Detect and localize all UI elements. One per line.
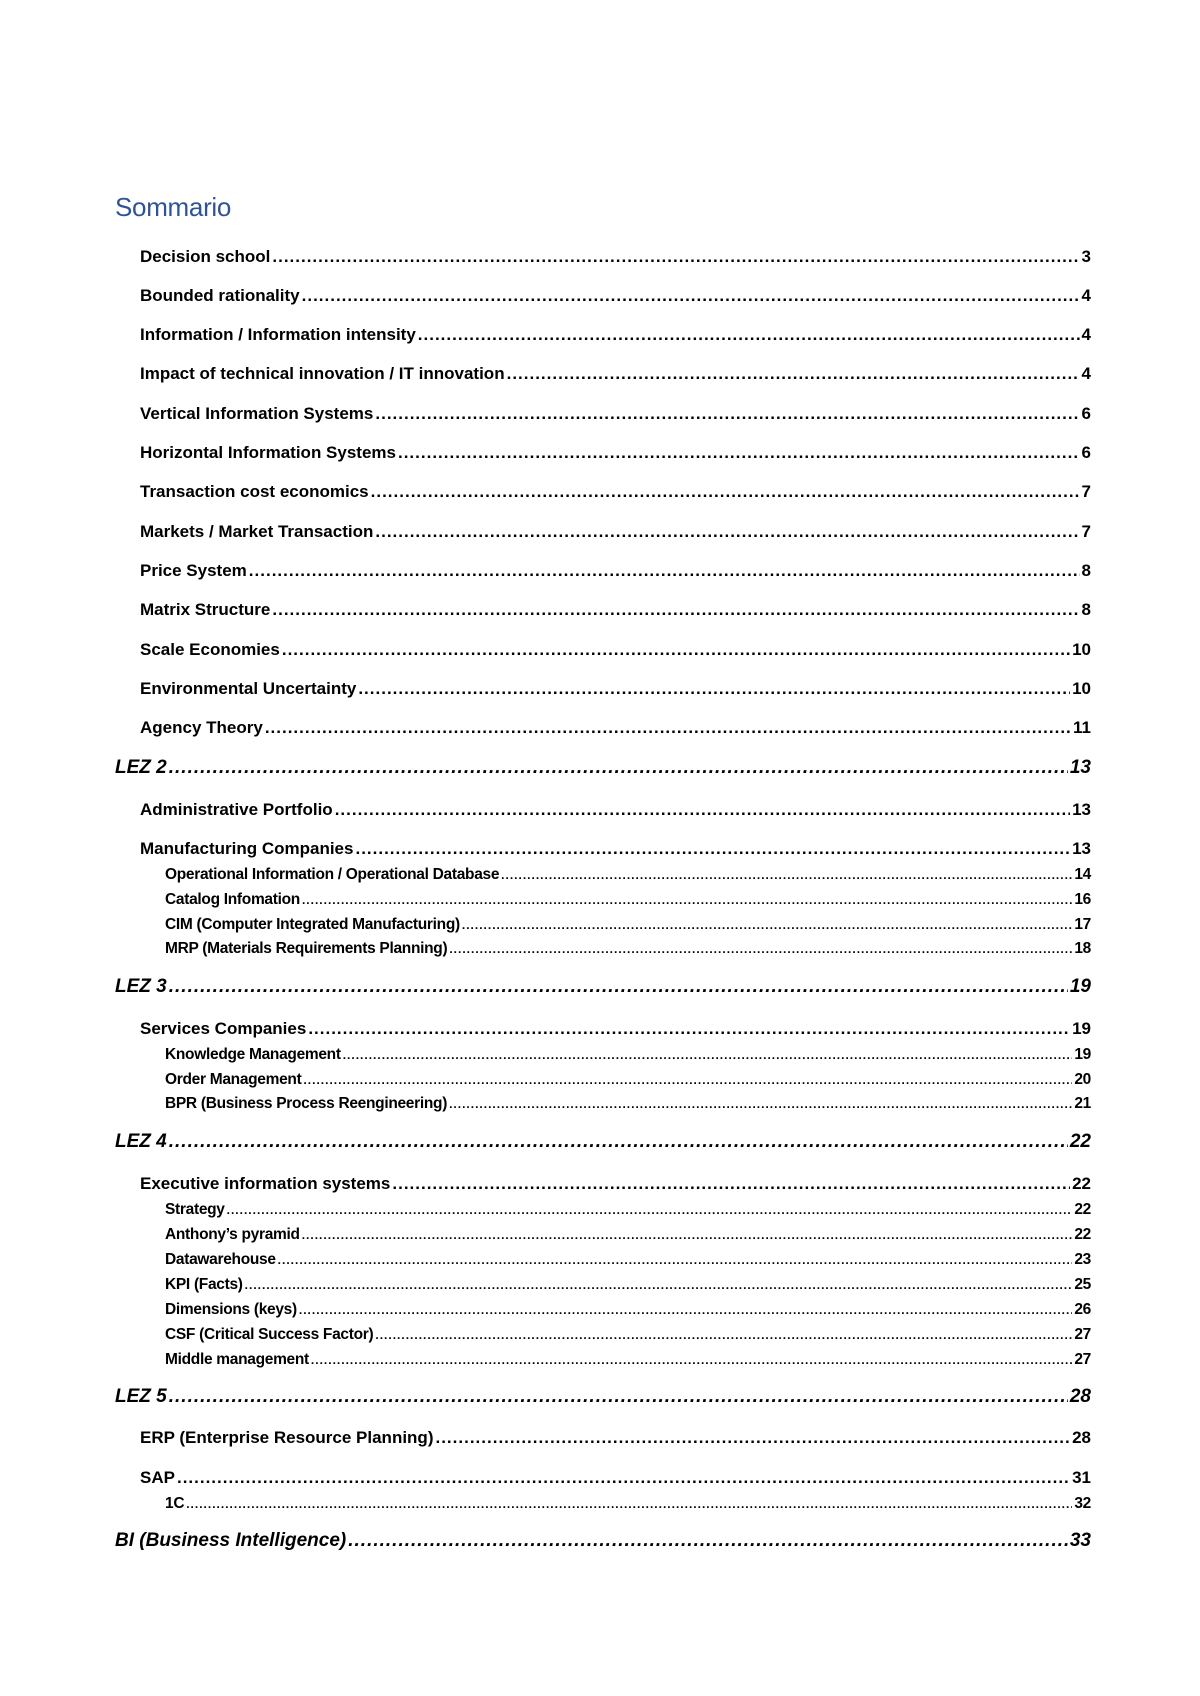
toc-entry-page: 21 [1074, 1095, 1091, 1112]
dot-leader [358, 679, 1070, 699]
toc-entry-label: LEZ 3 [115, 976, 167, 997]
toc-entry-page: 22 [1074, 1201, 1091, 1218]
toc-entry-page: 23 [1074, 1251, 1091, 1268]
toc-subentry[interactable] [165, 1351, 1091, 1369]
toc-entry-label: Executive information systems [140, 1174, 391, 1193]
dot-leader [278, 1253, 1073, 1267]
toc-entry-page: 7 [1081, 482, 1091, 501]
toc-entry-label: LEZ 4 [115, 1131, 167, 1152]
toc-subentry[interactable] [165, 1301, 1091, 1319]
toc-subentry[interactable] [165, 1276, 1091, 1294]
dot-leader [398, 443, 1080, 463]
toc-subentry[interactable] [165, 866, 1091, 884]
toc-chapter-entry[interactable] [115, 1530, 1091, 1552]
dot-leader [348, 1530, 1068, 1552]
toc-entry-page: 8 [1081, 561, 1091, 580]
toc-entry-label: Dimensions (keys) [165, 1301, 297, 1318]
toc-entry-label: Bounded rationality [140, 286, 300, 305]
toc-entry-label: CSF (Critical Success Factor) [165, 1326, 374, 1343]
toc-entry-page: 18 [1074, 940, 1091, 957]
toc-subentry[interactable] [165, 1095, 1091, 1113]
dot-leader [265, 718, 1071, 738]
dot-leader [308, 1019, 1070, 1039]
toc-entry-label: CIM (Computer Integrated Manufacturing) [165, 916, 460, 933]
toc-chapter-entry[interactable] [115, 1386, 1091, 1408]
toc-entry-page: 13 [1069, 757, 1091, 778]
toc-entry-page: 13 [1072, 800, 1091, 819]
toc-chapter-entry[interactable] [115, 1131, 1091, 1153]
toc-entry-page: 7 [1081, 522, 1091, 541]
dot-leader [177, 1468, 1070, 1488]
toc-subentry[interactable] [165, 916, 1091, 934]
toc-entry-label: Order Management [165, 1071, 302, 1088]
toc-entry-label: Environmental Uncertainty [140, 679, 357, 698]
dot-leader [169, 1131, 1068, 1153]
toc-subentry[interactable] [165, 1201, 1091, 1219]
toc-entry[interactable] [140, 286, 1091, 306]
toc-entry-page: 17 [1074, 916, 1091, 933]
toc-entry-page: 16 [1074, 891, 1091, 908]
dot-leader [272, 600, 1079, 620]
toc-chapter-entry[interactable] [115, 757, 1091, 779]
toc-entry[interactable] [140, 640, 1091, 660]
toc-entry-label: Price System [140, 561, 247, 580]
dot-leader [507, 364, 1080, 384]
toc-entry-label: KPI (Facts) [165, 1276, 243, 1293]
toc-entry-page: 27 [1074, 1351, 1091, 1368]
toc-entry-label: SAP [140, 1468, 175, 1487]
toc-entry-page: 26 [1074, 1301, 1091, 1318]
toc-title: Sommario [115, 192, 232, 222]
dot-leader [169, 976, 1068, 998]
dot-leader [375, 404, 1079, 424]
dot-leader [371, 482, 1080, 502]
dot-leader [343, 1048, 1073, 1062]
toc-entry-page: 19 [1069, 976, 1091, 997]
toc-entry[interactable] [140, 443, 1091, 463]
toc-entry-label: Strategy [165, 1201, 225, 1218]
toc-entry[interactable] [140, 839, 1091, 859]
toc-subentry[interactable] [165, 1226, 1091, 1244]
toc-subentry[interactable] [165, 1046, 1091, 1064]
dot-leader [169, 757, 1068, 779]
dot-leader [302, 893, 1072, 907]
toc-entry-page: 6 [1081, 404, 1091, 423]
toc-entry-label: Services Companies [140, 1019, 307, 1038]
dot-leader [169, 1386, 1068, 1408]
toc-entry-label: 1C [165, 1495, 185, 1512]
toc-entry-label: BPR (Business Process Reengineering) [165, 1095, 448, 1112]
toc-entry-page: 13 [1072, 839, 1091, 858]
toc-entry-label: Scale Economies [140, 640, 280, 659]
toc-entry-page: 25 [1074, 1276, 1091, 1293]
toc-entry-label: MRP (Materials Requirements Planning) [165, 940, 448, 957]
toc-entry-page: 19 [1072, 1019, 1091, 1038]
toc-entry-label: Vertical Information Systems [140, 404, 374, 423]
toc-entry[interactable] [140, 404, 1091, 424]
toc-entry-page: 22 [1074, 1226, 1091, 1243]
toc-entry-page: 31 [1072, 1468, 1091, 1487]
toc-entry[interactable] [140, 1019, 1091, 1039]
toc-entry-label: Anthony’s pyramid [165, 1226, 300, 1243]
toc-subentry[interactable] [165, 1495, 1091, 1513]
dot-leader [335, 800, 1070, 820]
toc-entry[interactable] [140, 247, 1091, 267]
toc-entry[interactable] [140, 1428, 1091, 1448]
dot-leader [392, 1174, 1070, 1194]
toc-entry[interactable] [140, 679, 1091, 699]
dot-leader [302, 286, 1080, 306]
toc-entry-label: ERP (Enterprise Resource Planning) [140, 1428, 434, 1447]
toc-entry[interactable] [140, 522, 1091, 542]
toc-entry[interactable] [140, 364, 1091, 384]
toc-entry-page: 10 [1072, 679, 1091, 698]
dot-leader [186, 1497, 1072, 1511]
toc-entry-label: Datawarehouse [165, 1251, 276, 1268]
toc-entry-page: 6 [1081, 443, 1091, 462]
toc-entry-label: BI (Business Intelligence) [115, 1530, 347, 1551]
toc-entry-page: 32 [1074, 1495, 1091, 1512]
toc-entry[interactable] [140, 1468, 1091, 1488]
toc-entry[interactable] [140, 1174, 1091, 1194]
toc-entry-label: Markets / Market Transaction [140, 522, 374, 541]
toc-entry-label: Horizontal Information Systems [140, 443, 396, 462]
toc-entry-label: Manufacturing Companies [140, 839, 354, 858]
toc-entry-page: 10 [1072, 640, 1091, 659]
toc-entry-label: Administrative Portfolio [140, 800, 333, 819]
dot-leader [418, 325, 1080, 345]
toc-entry-label: LEZ 2 [115, 757, 167, 778]
toc-entry[interactable] [140, 600, 1091, 620]
dot-leader [435, 1428, 1070, 1448]
toc-entry-label: Agency Theory [140, 718, 263, 737]
toc-entry-page: 27 [1074, 1326, 1091, 1343]
toc-entry-page: 28 [1072, 1428, 1091, 1447]
toc-entry-label: Impact of technical innovation / IT innovation [140, 364, 505, 383]
dot-leader [245, 1278, 1073, 1292]
dot-leader [462, 918, 1072, 932]
dot-leader [227, 1203, 1073, 1217]
dot-leader [355, 839, 1070, 859]
toc-entry-page: 8 [1081, 600, 1091, 619]
dot-leader [449, 1097, 1072, 1111]
dot-leader [375, 522, 1079, 542]
toc-entry-page: 4 [1081, 325, 1091, 344]
toc-entry-label: Matrix Structure [140, 600, 271, 619]
dot-leader [302, 1228, 1073, 1242]
dot-leader [375, 1328, 1072, 1342]
toc-entry[interactable] [140, 325, 1091, 345]
toc-entry-label: Middle management [165, 1351, 309, 1368]
dot-leader [249, 561, 1080, 581]
dot-leader [311, 1353, 1072, 1367]
toc-entry-page: 28 [1069, 1386, 1091, 1407]
toc-subentry[interactable] [165, 1071, 1091, 1089]
toc-entry-label: Decision school [140, 247, 271, 266]
toc-entry-page: 4 [1081, 286, 1091, 305]
toc-subentry[interactable] [165, 1326, 1091, 1344]
toc-entry-page: 4 [1081, 364, 1091, 383]
toc-entry[interactable] [140, 800, 1091, 820]
dot-leader [272, 247, 1079, 267]
toc-chapter-entry[interactable] [115, 976, 1091, 998]
toc-entry[interactable] [140, 718, 1091, 738]
toc-subentry[interactable] [165, 1251, 1091, 1269]
dot-leader [303, 1073, 1072, 1087]
toc-entry-label: Catalog Infomation [165, 891, 300, 908]
toc-entry-label: LEZ 5 [115, 1386, 167, 1407]
toc-entry-label: Knowledge Management [165, 1046, 341, 1063]
toc-entry-page: 11 [1073, 718, 1091, 737]
toc-entry-label: Operational Information / Operational Database [165, 866, 500, 883]
toc-entry-page: 3 [1081, 247, 1091, 266]
toc-subentry[interactable] [165, 891, 1091, 909]
toc-entry-page: 20 [1074, 1071, 1091, 1088]
dot-leader [449, 942, 1072, 956]
toc-entry-page: 19 [1074, 1046, 1091, 1063]
toc-entry-label: Information / Information intensity [140, 325, 416, 344]
dot-leader [282, 640, 1070, 660]
toc-entry[interactable] [140, 482, 1091, 502]
toc-entry-page: 22 [1072, 1174, 1091, 1193]
toc-entry[interactable] [140, 561, 1091, 581]
dot-leader [299, 1303, 1072, 1317]
toc-subentry[interactable] [165, 940, 1091, 958]
toc-entry-label: Transaction cost economics [140, 482, 369, 501]
dot-leader [501, 868, 1072, 882]
toc-entry-page: 33 [1069, 1530, 1091, 1551]
toc-entry-page: 14 [1074, 866, 1091, 883]
toc-entry-page: 22 [1069, 1131, 1091, 1152]
